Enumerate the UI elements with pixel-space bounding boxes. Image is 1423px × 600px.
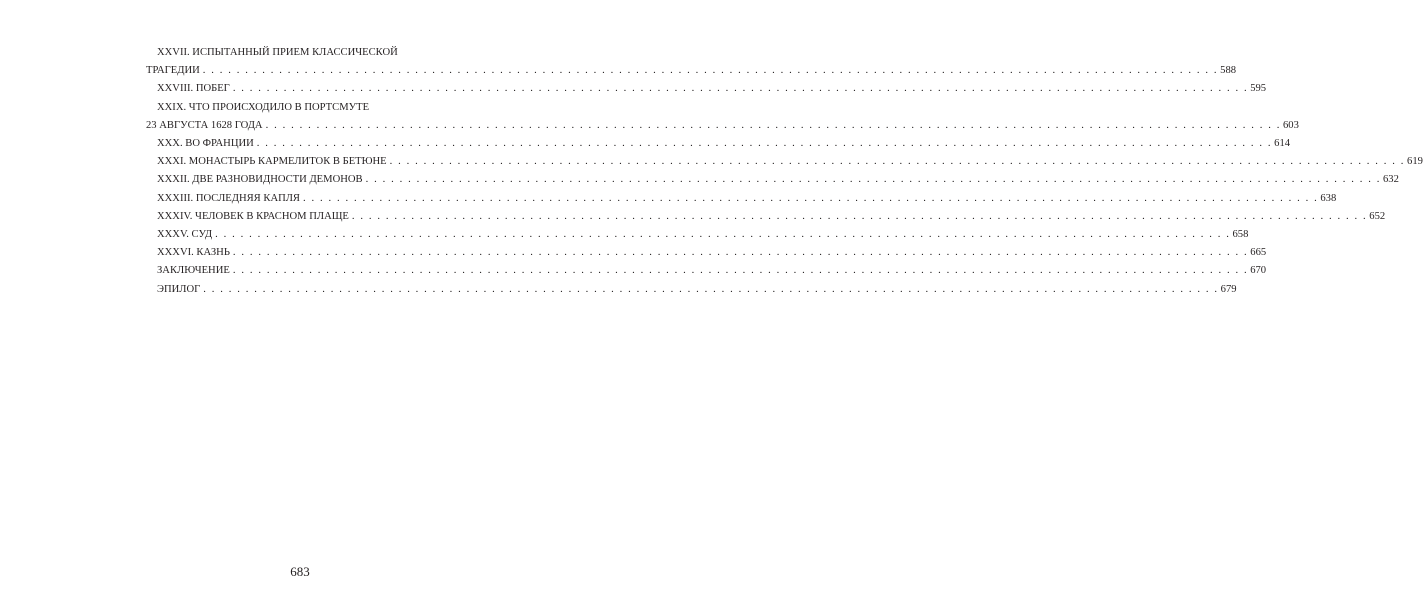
toc-entry (146, 244, 1267, 262)
toc-entry-page: 595 (1250, 83, 1267, 95)
toc-entry-page: 679 (1220, 283, 1237, 295)
toc-entry (146, 208, 1386, 226)
dot-leader: . . . . . . . . . . . . . . . . . . . . . . . . . . . . . . . . . . . . . . . . . . . . . . . . . . . . . . . . . . . . . . . . . . . . . . . . . . . . . . . . . . . . . . . . . . . . . . . . . . . . . . . . . . . . . . . . . . . . . . . . (265, 119, 1281, 131)
toc-entry (146, 262, 1267, 280)
toc-entry-title: XXVII. ИСПЫТАННЫЙ ПРИЕМ КЛАССИЧЕСКОЙ (157, 47, 398, 58)
toc-entry-page: 614 (1274, 138, 1291, 150)
dot-leader: . . . . . . . . . . . . . . . . . . . . . . . . . . . . . . . . . . . . . . . . . . . . . . . . . . . . . . . . . . . . . . . . . . . . . . . . . . . . . . . . . . . . . . . . . . . . . . . . . . . . . . . . . . . . . . . . . . . . . . . . (232, 83, 1249, 95)
toc-entry (146, 135, 1291, 153)
toc-entry (146, 226, 1249, 244)
toc-entry-page: 588 (1220, 65, 1237, 77)
toc-entry-page: 603 (1282, 119, 1299, 131)
toc-entry-title: XXX. ВО ФРАНЦИИ (157, 138, 254, 150)
toc-entry (146, 153, 1423, 171)
toc-entry-title: ТРАГЕДИИ (146, 65, 200, 77)
toc-entry-page: 638 (1320, 192, 1337, 204)
toc-entry (146, 44, 456, 62)
page-number: 683 (290, 564, 310, 579)
toc-entry-page: 665 (1250, 247, 1267, 259)
toc-entry-title: XXXV. СУД (157, 229, 213, 241)
dot-leader: . . . . . . . . . . . . . . . . . . . . . . . . . . . . . . . . . . . . . . . . . . . . . . . . . . . . . . . . . . . . . . . . . . . . . . . . . . . . . . . . . . . . . . . . . . . . . . . . . . . . . . . . . . . . . . . . . . . . . . . . (202, 65, 1219, 77)
toc-entry-title: XXVIII. ПОБЕГ (157, 83, 230, 95)
dot-leader: . . . . . . . . . . . . . . . . . . . . . . . . . . . . . . . . . . . . . . . . . . . . . . . . . . . . . . . . . . . . . . . . . . . . . . . . . . . . . . . . . . . . . . . . . . . . . . . . . . . . . . . . . . . . . . . . . . . . . . . . (232, 247, 1249, 259)
toc-entry (146, 117, 1299, 135)
dot-leader: . . . . . . . . . . . . . . . . . . . . . . . . . . . . . . . . . . . . . . . . . . . . . . . . . . . . . . . . . . . . . . . . . . . . . . . . . . . . . . . . . . . . . . . . . . . . . . . . . . . . . . . . . . . . . . . . . . . . . . . . (389, 156, 1406, 168)
toc-entry-page: 658 (1232, 229, 1249, 241)
toc-entry-title: ЭПИЛОГ (157, 283, 201, 295)
toc-entry-page: 632 (1382, 174, 1399, 186)
toc-entry-title: XXXI. МОНАСТЫРЬ КАРМЕЛИТОК В БЕТЮНЕ (157, 156, 387, 168)
toc-entry (146, 80, 1267, 98)
dot-leader: . . . . . . . . . . . . . . . . . . . . . . . . . . . . . . . . . . . . . . . . . . . . . . . . . . . . . . . . . . . . . . . . . . . . . . . . . . . . . . . . . . . . . . . . . . . . . . . . . . . . . . . . . . . . . . . . . . . . . . . . (303, 192, 1319, 204)
toc-entry-title: 23 АВГУСТА 1628 ГОДА (146, 119, 263, 131)
dot-leader: . . . . . . . . . . . . . . . . . . . . . . . . . . . . . . . . . . . . . . . . . . . . . . . . . . . . . . . . . . . . . . . . . . . . . . . . . . . . . . . . . . . . . . . . . . . . . . . . . . . . . . . . . . . . . . . . . . . . . . . . (215, 229, 1231, 241)
toc-entry (146, 62, 1237, 80)
toc-entry-title: XXXIII. ПОСЛЕДНЯЯ КАПЛЯ (157, 192, 300, 204)
toc-entry-title: XXXIV. ЧЕЛОВЕК В КРАСНОМ ПЛАЩЕ (157, 210, 349, 222)
toc-entry-title: XXIX. ЧТО ПРОИСХОДИЛО В ПОРТСМУТЕ (157, 101, 370, 113)
dot-leader: . . . . . . . . . . . . . . . . . . . . . . . . . . . . . . . . . . . . . . . . . . . . . . . . . . . . . . . . . . . . . . . . . . . . . . . . . . . . . . . . . . . . . . . . . . . . . . . . . . . . . . . . . . . . . . . . . . . . . . . . (365, 174, 1381, 186)
toc-entry (146, 281, 1237, 299)
toc-entry-page: 619 (1407, 156, 1423, 168)
dot-leader: . . . . . . . . . . . . . . . . . . . . . . . . . . . . . . . . . . . . . . . . . . . . . . . . . . . . . . . . . . . . . . . . . . . . . . . . . . . . . . . . . . . . . . . . . . . . . . . . . . . . . . . . . . . . . . . . . . . . . . . . (351, 210, 1368, 222)
toc-entry-title: ЗАКЛЮЧЕНИЕ (157, 265, 230, 277)
toc-entry (146, 99, 456, 117)
dot-leader: . . . . . . . . . . . . . . . . . . . . . . . . . . . . . . . . . . . . . . . . . . . . . . . . . . . . . . . . . . . . . . . . . . . . . . . . . . . . . . . . . . . . . . . . . . . . . . . . . . . . . . . . . . . . . . . . . . . . . . . . (256, 138, 1273, 150)
toc-entry-page: 652 (1369, 210, 1386, 222)
table-of-contents (146, 44, 1423, 299)
toc-entry (146, 190, 1337, 208)
toc-entry-title: XXXII. ДВЕ РАЗНОВИДНОСТИ ДЕМОНОВ (157, 174, 363, 186)
toc-entry-title: XXXVI. КАЗНЬ (157, 247, 230, 259)
dot-leader: . . . . . . . . . . . . . . . . . . . . . . . . . . . . . . . . . . . . . . . . . . . . . . . . . . . . . . . . . . . . . . . . . . . . . . . . . . . . . . . . . . . . . . . . . . . . . . . . . . . . . . . . . . . . . . . . . . . . . . . . (203, 283, 1219, 295)
toc-entry-page: 670 (1250, 265, 1267, 277)
toc-entry (146, 171, 1399, 189)
dot-leader: . . . . . . . . . . . . . . . . . . . . . . . . . . . . . . . . . . . . . . . . . . . . . . . . . . . . . . . . . . . . . . . . . . . . . . . . . . . . . . . . . . . . . . . . . . . . . . . . . . . . . . . . . . . . . . . . . . . . . . . . (232, 265, 1249, 277)
